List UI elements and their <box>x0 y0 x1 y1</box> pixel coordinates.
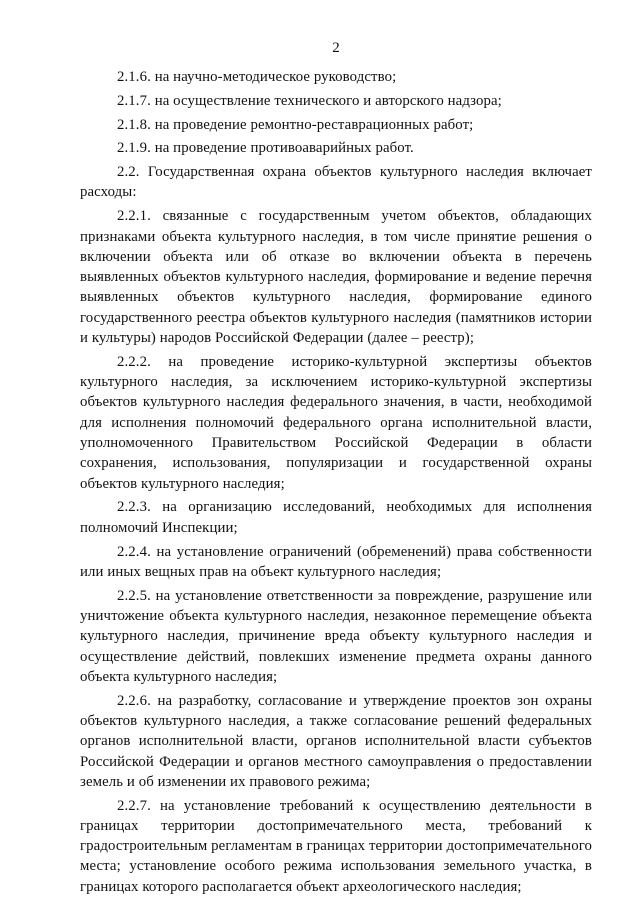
paragraph-2-2: 2.2. Государственная охрана объектов культурного наследия включает расходы: <box>80 164 592 201</box>
paragraph-2-2-2: 2.2.2. на проведение историко-культурной экспертизы объектов культурного наследия, за исключением историко-культурной экспертизы объектов культурного наследия федерального значения, в части, необходимой для исполнения полномочий федерального органа исполнительной власти, уполномоченного Правительством Российской Федерации в области сохранения, использования, популяризации и государственной охраны объектов культурного наследия; <box>80 353 592 492</box>
paragraph-2-2-6: 2.2.6. на разработку, согласование и утверждение проектов зон охраны объектов культурного наследия, а также согласование решений федеральных органов исполнительной власти, органов исполнительной власти субъектов Российской Федерации и органов местного самоуправления о предоставлении земель и об изменении их правового режима; <box>80 692 592 790</box>
paragraph-2-2-5: 2.2.5. на установление ответственности за повреждение, разрушение или уничтожение объекта культурного наследия, незаконное перемещение объекта культурного наследия, причинение вреда объекту культурного наследия и осуществление действий, повлекших изменение предмета охраны данного объекта культурного наследия; <box>80 587 592 685</box>
paragraph-2-1-7: 2.1.7. на осуществление технического и авторского надзора; <box>117 92 502 109</box>
paragraph-2-2-4: 2.2.4. на установление ограничений (обременений) права собственности или иных вещных прав на объект культурного наследия; <box>80 543 592 580</box>
paragraph-2-2-1: 2.2.1. связанные с государственным учетом объектов, обладающих признаками объекта культурного наследия, в том числе принятие решения о включении объекта или об отказе во включении объекта в перечень выявленных объектов культурного наследия, формирование и ведение перечня выявленных объектов культурного наследия, формирование единого государственного реестра объектов культурного наследия (памятников истории и культуры) народов Российской Федерации (далее – реестр); <box>80 208 592 347</box>
paragraph-2-1-6: 2.1.6. на научно-методическое руководство; <box>117 69 397 85</box>
paragraph-2-1-9: 2.1.9. на проведение противоаварийных работ. <box>117 140 414 157</box>
paragraph-2-2-7: 2.2.7. на установление требований к осуществлению деятельности в границах территории достопримечательного места, требований к градостроительным регламентам в границах территории достопримечательного места; установление особого режима использования земельного участка, в границах которого располагается объект археологического наследия; <box>80 797 592 895</box>
paragraph-2-2-3: 2.2.3. на организацию исследований, необходимых для исполнения полномочий Инспекции; <box>80 499 592 536</box>
page-number: 2 <box>332 40 340 56</box>
paragraph-2-1-8: 2.1.8. на проведение ремонтно-реставрационных работ; <box>117 116 474 133</box>
